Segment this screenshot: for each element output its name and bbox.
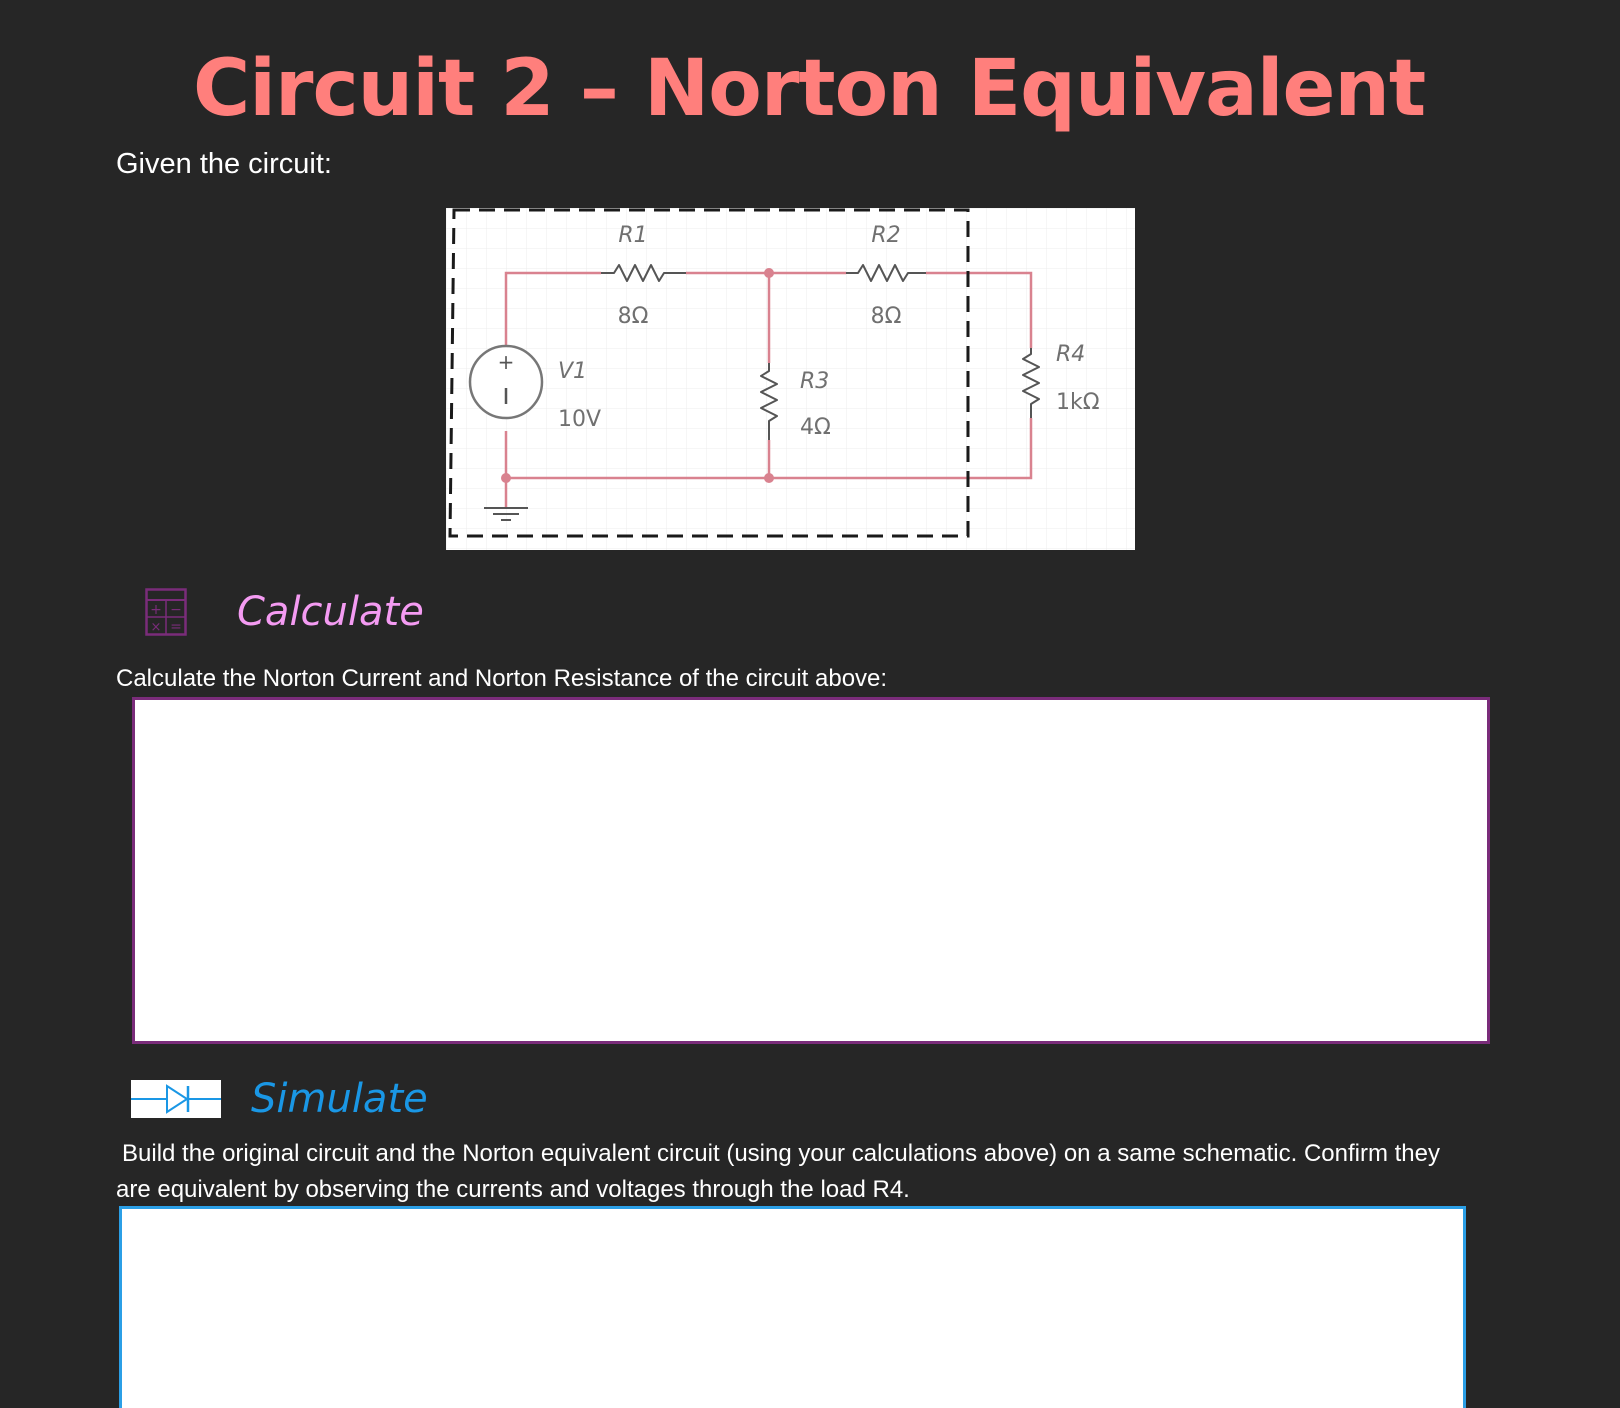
r4-value-label: 1kΩ <box>1056 390 1100 415</box>
simulate-prompt: Build the original circuit and the Norton equivalent circuit (using your calculations above) on a same schematic. Confirm they are equivalent by observing the currents and voltages through the load R4. <box>116 1140 1440 1203</box>
r1-name-label: R1 <box>618 223 648 248</box>
svg-text:×: × <box>150 620 162 635</box>
v1-plus-sign: + <box>497 350 515 374</box>
svg-text:=: = <box>170 619 182 635</box>
r3-name-label: R3 <box>800 369 830 394</box>
simulate-heading: Simulate <box>251 1076 428 1122</box>
circuit-schematic <box>446 208 1135 550</box>
calculate-answer-box[interactable] <box>132 697 1490 1044</box>
svg-text:−: − <box>170 602 182 618</box>
calculator-icon <box>145 588 187 636</box>
r3-value-label: 4Ω <box>800 415 831 440</box>
calculate-prompt: Calculate the Norton Current and Norton Resistance of the circuit above: <box>116 665 888 692</box>
circuit-diagram <box>446 208 1135 550</box>
v1-value-label: 10V <box>558 407 602 432</box>
v1-name-label: V1 <box>558 359 588 384</box>
page-title: Circuit 2 – Norton Equivalent <box>193 44 1426 134</box>
simulate-answer-box[interactable] <box>119 1206 1466 1408</box>
r4-name-label: R4 <box>1056 342 1086 367</box>
intro-text: Given the circuit: <box>116 148 332 180</box>
r2-value-label: 8Ω <box>870 304 902 329</box>
calculate-heading: Calculate <box>237 589 424 635</box>
svg-text:+: + <box>150 602 162 618</box>
diode-icon <box>131 1080 221 1118</box>
calculate-header <box>145 588 424 636</box>
simulate-header <box>131 1076 428 1122</box>
r2-name-label: R2 <box>871 223 901 248</box>
r1-value-label: 8Ω <box>617 304 649 329</box>
